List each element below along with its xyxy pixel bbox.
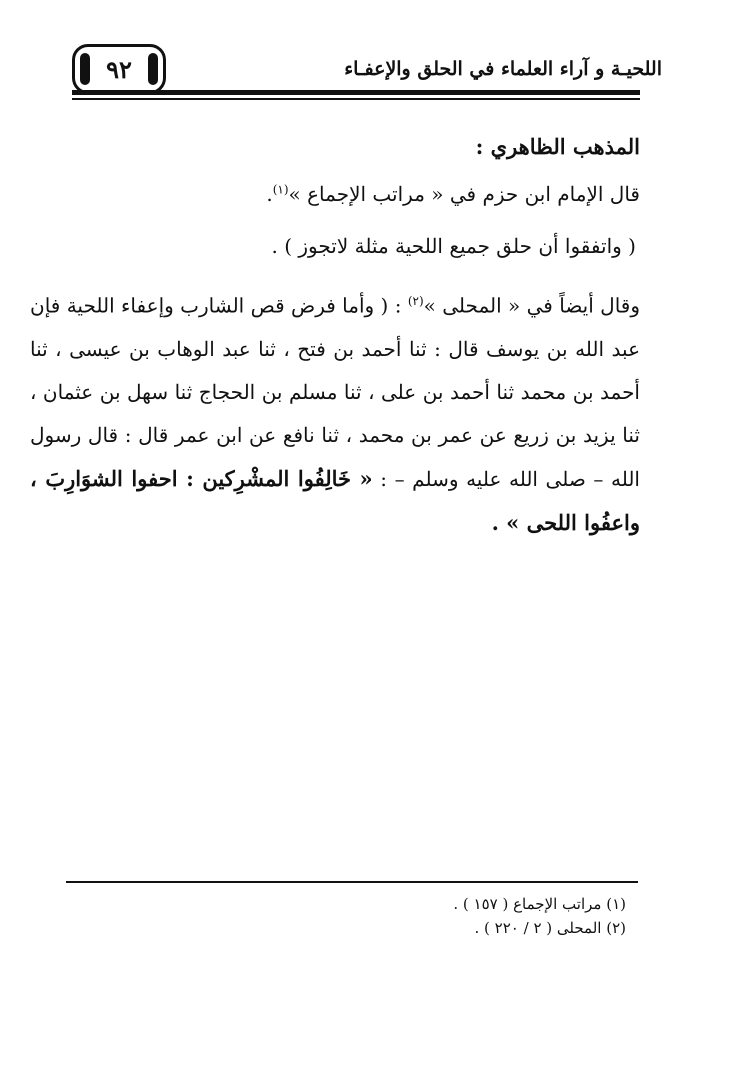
header-rule-thick [72, 90, 640, 95]
paragraph-3 [30, 280, 640, 545]
footnote-2: (٢) المحلى ( ٢ / ٢٢٠ ) . [474, 919, 626, 937]
paragraph-1-text: قال الإمام ابن حزم في « مراتب الإجماع » [288, 182, 640, 206]
paragraph-1-end: . [266, 182, 273, 206]
page-number: ٩٢ [106, 54, 132, 84]
paragraph-2: ( واتفقوا أن حلق جميع اللحية مثلة لاتجوز ) . [271, 234, 636, 258]
footnote-ref-2: (٢) [407, 294, 424, 308]
section-heading: المذهب الظاهري : [475, 134, 640, 159]
paragraph-1 [266, 182, 640, 206]
footnote-ref-1: (١) [272, 182, 289, 197]
paragraph-3-start: وقال أيضاً في « المحلى » [423, 293, 641, 318]
header-rule-thin [72, 98, 640, 100]
footnote-divider [66, 881, 638, 883]
hadith-quote: « خَالِفُوا المشْرِكين : احفوا الشوَارِبَ ، واعفُوا اللحى » . [30, 465, 640, 535]
footnotes [453, 892, 626, 940]
page-number-frame [72, 44, 166, 94]
footnote-1: (١) مراتب الإجماع ( ١٥٧ ) . [453, 895, 626, 913]
paragraph-3-text: : ( وأما فرض قص الشارب وإعفاء اللحية فإن عبد الله بن يوسف قال : ثنا أحمد بن فتح ، ثنا عبد الوهاب بن عيسى ، ثنا أحمد بن محمد ثنا أحمد بن على ، ثنا مسلم بن الحجاج ثنا سهل بن عثمان ، ثنا يزيد بن زريع عن عمر بن محمد ، ثنا نافع عن ابن عمر قال : قال رسول الله – صلى الله عليه وسلم – : [30, 293, 640, 491]
running-header-title: اللحيـة و آراء العلماء في الحلق والإعفـاء [344, 58, 662, 80]
